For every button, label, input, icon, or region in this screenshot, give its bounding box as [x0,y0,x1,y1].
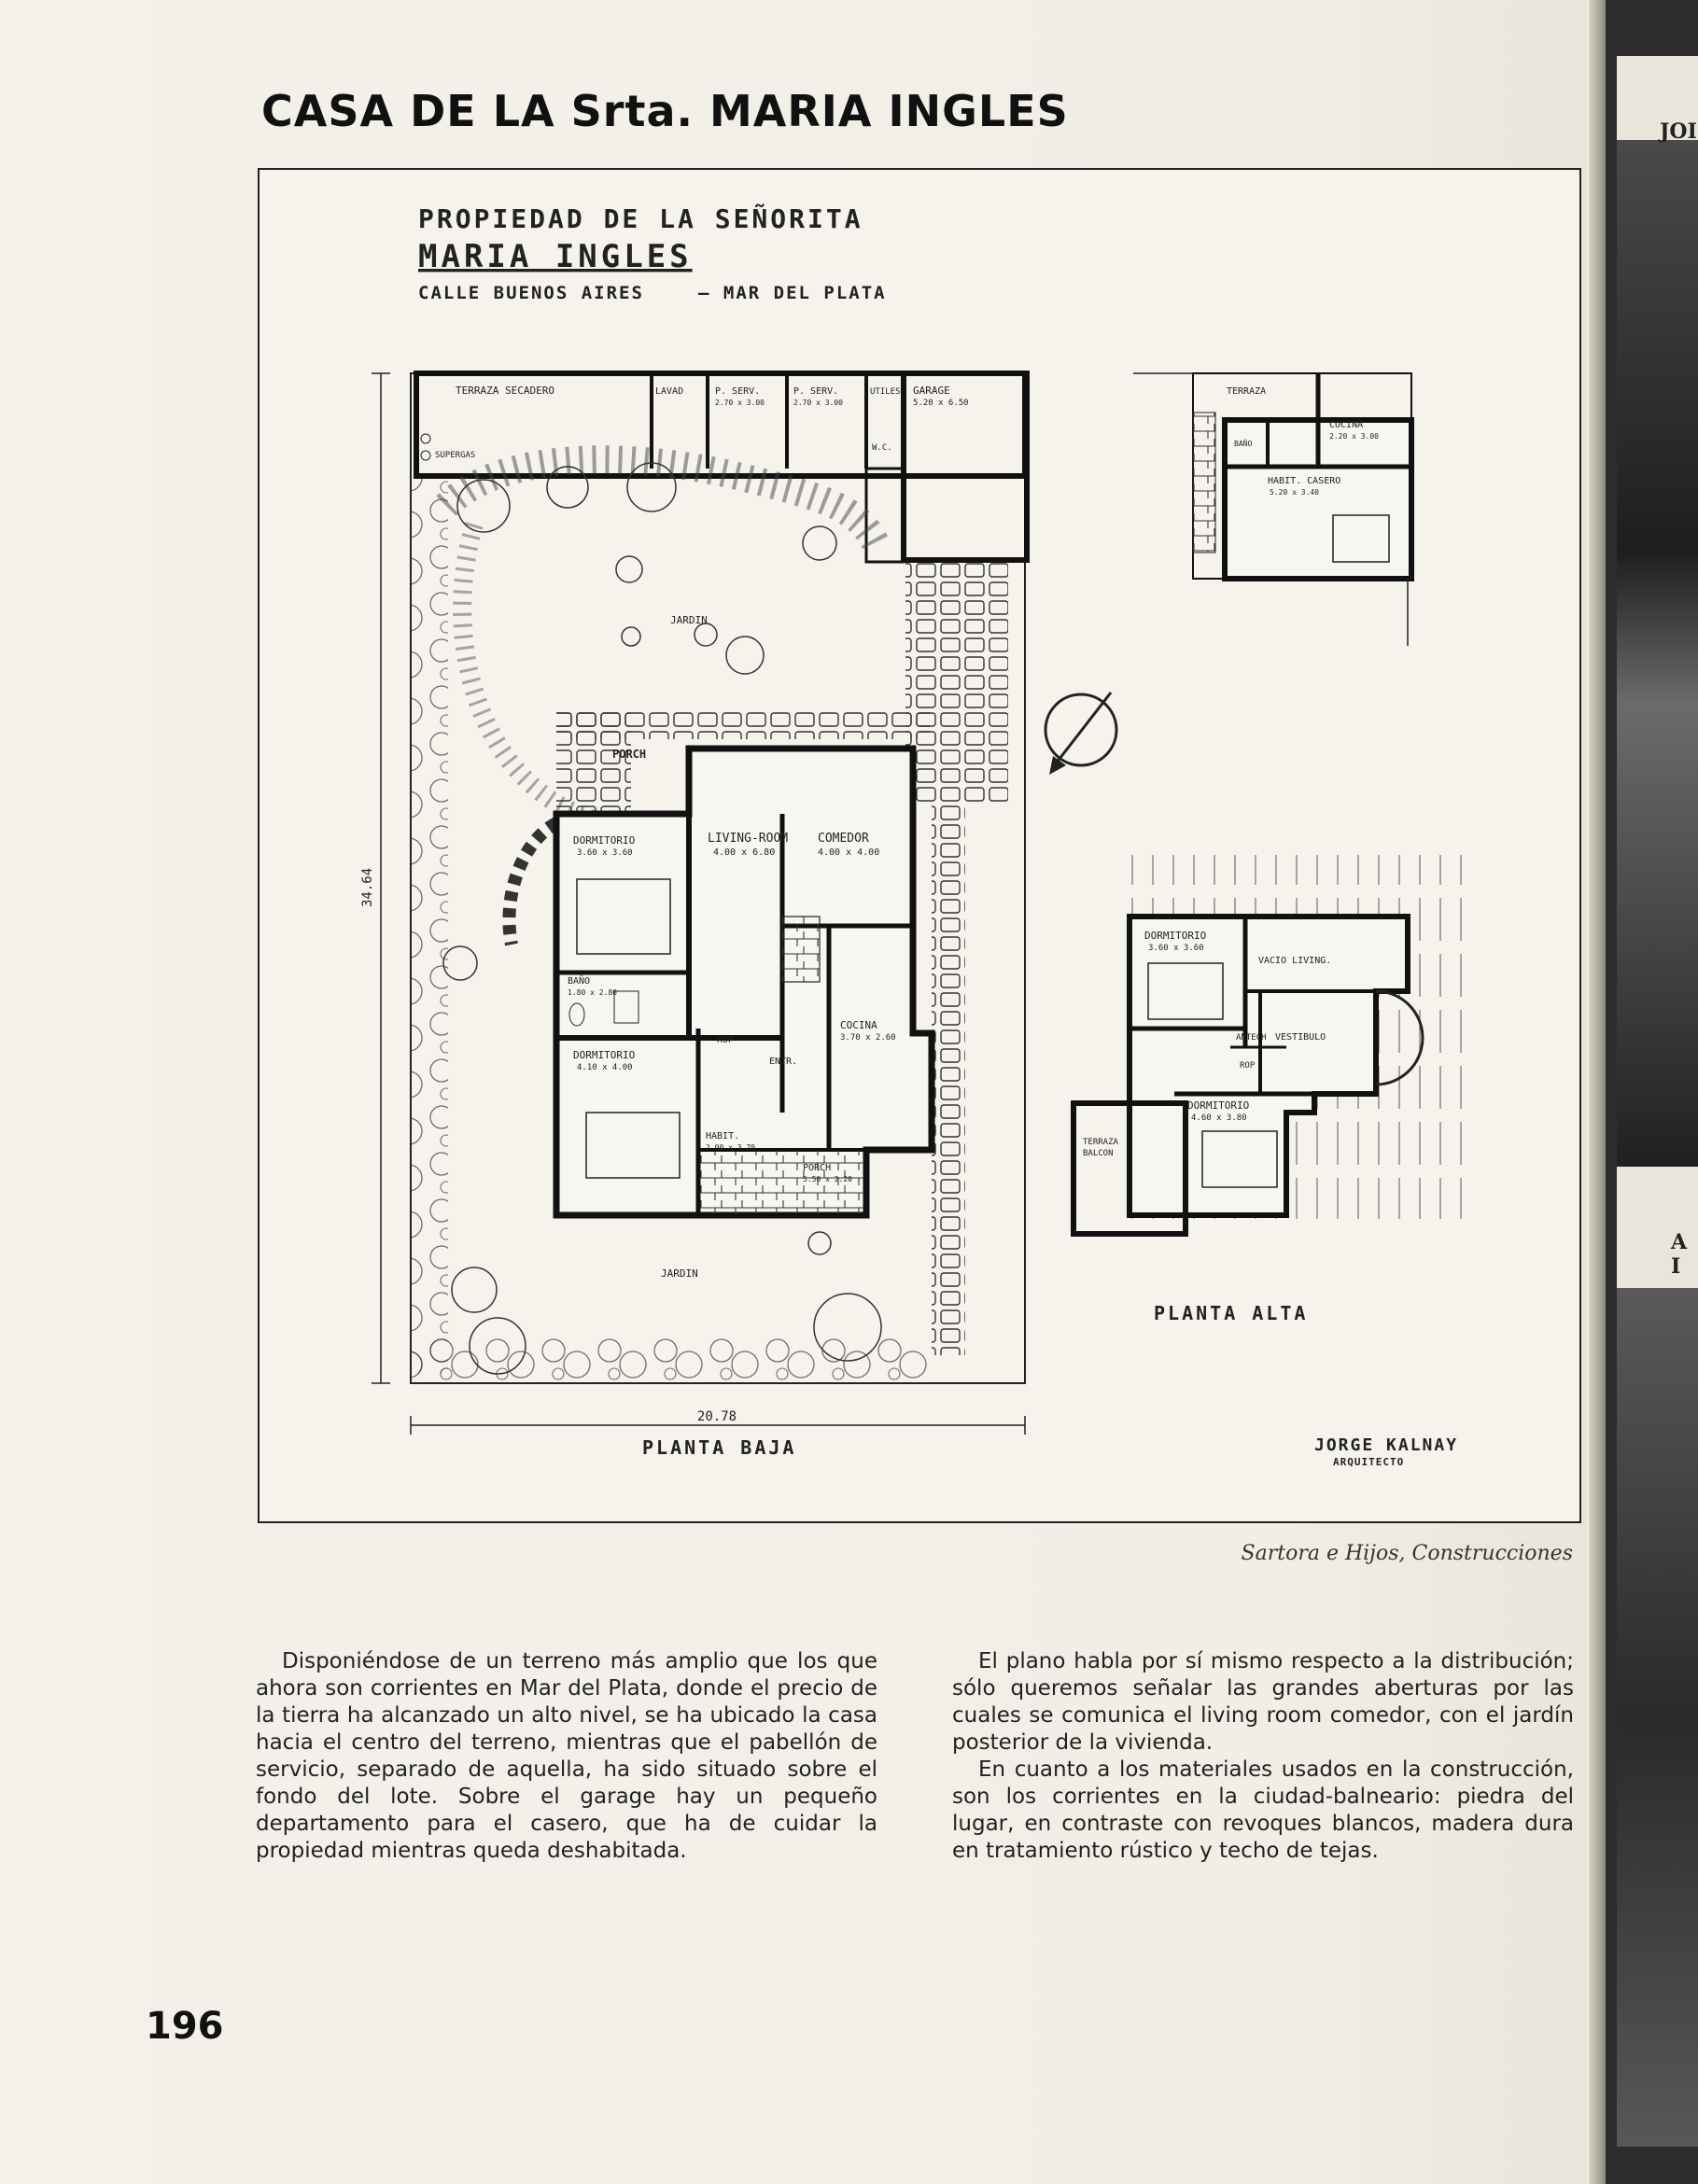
upper-rop: ROP [1240,1061,1256,1071]
room-bano: BAÑO [568,976,591,987]
room-p-serv-1: P. SERV. [715,386,761,397]
room-rop: ROP [717,1035,735,1045]
caretaker-terraza: TERRAZA [1227,386,1267,397]
depth-dimension: 34.64 [360,867,375,907]
ground-floor-plan [360,373,1031,1521]
plan-ground-label: PLANTA BAJA [642,1436,797,1459]
room-p-serv-2-dim: 2.70 x 3.00 [793,399,843,407]
room-cocina: COCINA [840,1019,877,1031]
page-number: 196 [146,2005,224,2048]
room-porch-2-dim: 5.50 x 2.20 [803,1175,852,1183]
upper-vestibulo: VESTIBULO [1275,1032,1326,1043]
north-arrow-icon [1045,693,1116,775]
page-title: CASA DE LA Srta. MARIA INGLES [261,86,1069,136]
text-column-right [952,1648,1574,1865]
room-dorm-2: DORMITORIO [573,1049,636,1061]
room-dorm-1-dim: 3.60 x 3.60 [577,848,633,858]
caretaker-habit: HABIT. CASERO [1268,476,1341,486]
architect-name: JORGE KALNAY [1314,1435,1459,1455]
photo-credit: Sartora e Hijos, Construcciones [1241,1542,1573,1565]
paragraph: En cuanto a los materiales usados en la construcción, son los corrientes en la ciudad-balneario: piedra del lugar, en contraste con revoques blancos, madera dura en tratamiento rústico y techo de tejas. [952,1757,1574,1863]
room-porch-2: PORCH [803,1163,832,1173]
plan-upper-label: PLANTA ALTA [1154,1302,1309,1324]
architect-role: ARQUITECTO [1333,1456,1405,1468]
room-p-serv-2: P. SERV. [793,386,839,397]
room-cocina-dim: 3.70 x 2.60 [840,1033,896,1043]
floor-plan-svg [260,170,1579,1521]
upper-floor-plan [1074,855,1471,1324]
adjacent-photo-top [1617,140,1698,1167]
room-utiles: UTILES [870,387,901,397]
caretaker-bano: BAÑO [1234,440,1253,448]
room-living-dim: 4.00 x 6.80 [713,847,776,858]
upper-dorm-1: DORMITORIO [1144,930,1207,942]
room-habit: HABIT. [706,1131,740,1141]
room-living: LIVING-ROOM [708,832,789,846]
drawing-header [418,203,887,303]
upper-dorm-1-dim: 3.60 x 3.60 [1148,944,1204,953]
caretaker-cocina-dim: 2.20 x 3.00 [1329,432,1379,441]
caretaker-apartment-plan [1133,373,1411,646]
text-column-left [256,1648,877,1865]
room-dorm-2-dim: 4.10 x 4.00 [577,1063,633,1072]
adjacent-photo-bottom [1617,1288,1698,2147]
owner-line: PROPIEDAD DE LA SEÑORITA [418,203,863,234]
room-comedor-dim: 4.00 x 4.00 [818,847,880,858]
adjacent-heading-top: JOI [1660,119,1697,144]
room-garage-dim: 5.20 x 6.50 [913,399,969,408]
room-garage: GARAGE [913,385,950,397]
paragraph: El plano habla por sí mismo respecto a la distribución; sólo queremos señalar las grandes aberturas por las cuales se comunica el living room comedor, con el jardín posterior de la vivienda. [952,1649,1574,1755]
upper-dorm-2: DORMITORIO [1187,1099,1250,1112]
street-label: CALLE BUENOS AIRES [418,283,644,303]
label-jardin-2: JARDIN [661,1267,698,1280]
upper-balcon: BALCON [1083,1149,1114,1158]
main-house-ground [556,748,932,1215]
room-terraza-secadero: TERRAZA SECADERO [456,385,554,397]
room-habit-dim: 2.00 x 3.70 [706,1143,755,1152]
room-wc: W.C. [872,443,892,453]
room-entr: ENTR. [769,1057,798,1067]
room-comedor: COMEDOR [818,832,869,846]
label-jardin-1: JARDIN [670,614,708,626]
room-lavad: LAVAD [655,386,684,397]
adjacent-page-edge [1589,0,1698,2184]
page-fold [1589,0,1606,2184]
caretaker-habit-dim: 5.20 x 3.40 [1270,488,1319,497]
room-dorm-1: DORMITORIO [573,834,636,847]
upper-terraza: TERRAZA [1083,1138,1118,1147]
adjacent-heading-mid: A I [1671,1230,1688,1279]
upper-vacio: VACIO LIVING. [1258,956,1332,966]
room-p-serv-1-dim: 2.70 x 3.00 [715,399,765,407]
upper-antech: ANTECH [1236,1033,1267,1043]
room-porch-1: PORCH [612,748,647,761]
paragraph: Disponiéndose de un terreno más amplio que los que ahora son corrientes en Mar del Plata, donde el precio de la tierra ha alcanzado un alto nivel, se ha ubicado la casa hacia el centro del terreno, mientras que el pabellón de servicio, separado de aquella, ha sido situado sobre el fondo del lote. Sobre el garage hay un pequeño departamento para el casero, que ha de cuidar la propiedad mientras queda deshabitada. [256,1649,877,1863]
room-bano-dim: 1.80 x 2.80 [568,988,617,997]
room-supergas: SUPERGAS [435,451,476,460]
width-dimension: 20.78 [696,1409,737,1424]
owner-name: MARIA INGLES [418,238,693,275]
floor-plan-drawing [258,168,1581,1523]
caretaker-cocina: COCINA [1329,420,1364,430]
city-label: — MAR DEL PLATA [698,283,887,303]
upper-dorm-2-dim: 4.60 x 3.80 [1191,1113,1247,1123]
